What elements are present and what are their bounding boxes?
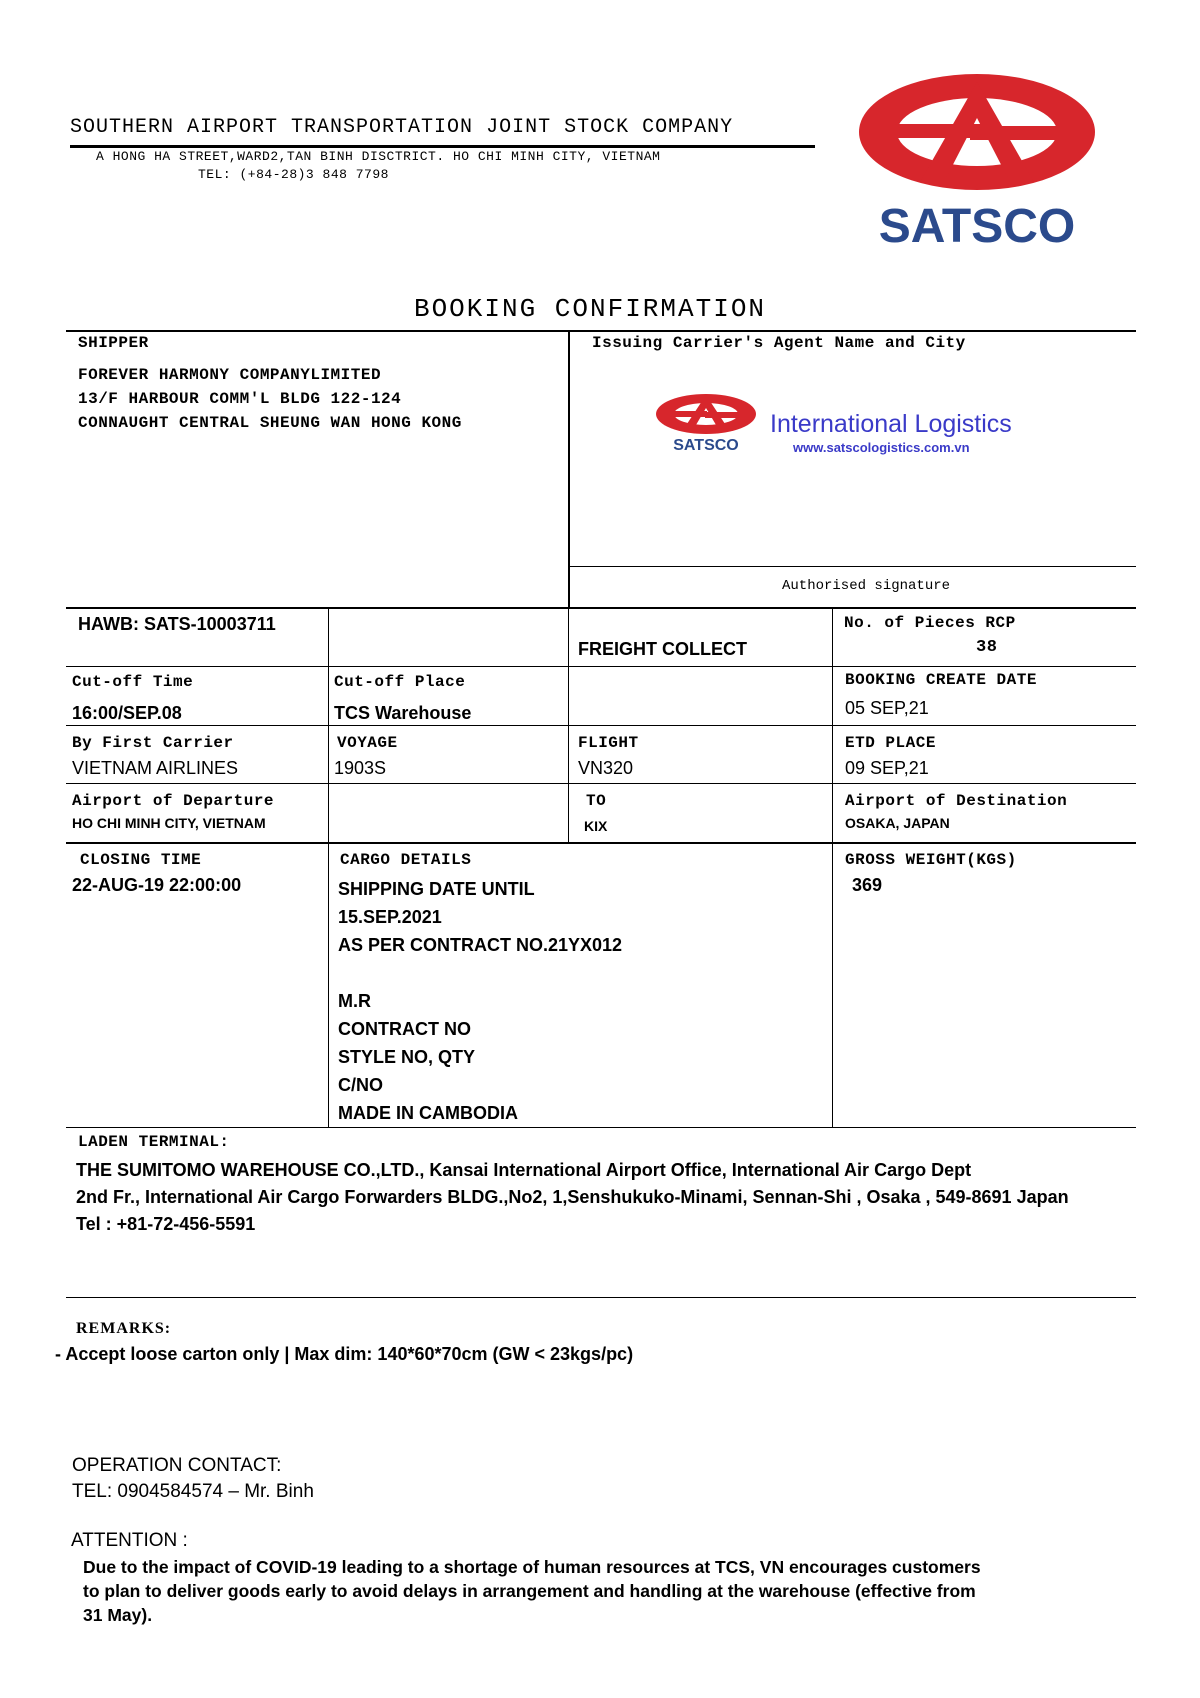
rule-row2 [66, 666, 1136, 667]
intl-logistics-url: www.satscologistics.com.vn [793, 440, 970, 455]
header-rule [70, 145, 815, 148]
shipper-label: SHIPPER [78, 334, 149, 352]
voyage-value: 1903S [334, 758, 387, 778]
logo-wordmark: SATSCO [878, 200, 1076, 253]
rule-row1 [66, 607, 1136, 609]
cargo-line: SHIPPING DATE UNTIL [338, 879, 535, 899]
gross-weight-label: GROSS WEIGHT(KGS) [845, 851, 1017, 869]
shipper-line: 13/F HARBOUR COMM'L BLDG 122-124 [78, 390, 402, 408]
operation-contact-tel: TEL: 0904584574 – Mr. Binh [72, 1481, 314, 1502]
cargo-line: STYLE NO, QTY [338, 1047, 476, 1067]
flight-label: FLIGHT [578, 734, 639, 752]
rule-row4 [66, 783, 1136, 784]
to-label: TO [586, 792, 607, 810]
closing-time-label: CLOSING TIME [80, 851, 202, 869]
departure-value: HO CHI MINH CITY, VIETNAM [72, 815, 266, 831]
agent-label: Issuing Carrier's Agent Name and City [592, 334, 966, 352]
booking-date-label: BOOKING CREATE DATE [845, 671, 1037, 689]
pieces-value: 38 [976, 638, 998, 657]
intl-logistics-title: International Logistics [770, 410, 1012, 438]
flight-value: VN320 [578, 758, 634, 778]
signature-label: Authorised signature [782, 578, 951, 594]
laden-line: THE SUMITOMO WAREHOUSE CO.,LTD., Kansai International Airport Office, International Air Cargo Dept [76, 1160, 972, 1180]
document-title: BOOKING CONFIRMATION [413, 294, 767, 324]
etd-place-value: 09 SEP,21 [845, 758, 929, 778]
shipper-line: FOREVER HARMONY COMPANYLIMITED [78, 366, 382, 384]
cargo-line: 15.SEP.2021 [338, 907, 442, 927]
cutoff-place-label: Cut-off Place [334, 673, 466, 691]
company-address: A HONG HA STREET,WARD2,TAN BINH DISCTRICT. HO CHI MINH CITY, VIETNAM [96, 149, 661, 164]
departure-label: Airport of Departure [72, 792, 275, 810]
cargo-line: C/NO [338, 1075, 383, 1095]
attention-body: Due to the impact of COVID-19 leading to a shortage of human resources at TCS, VN encourages customers to plan to deliver goods early to avoid delays in arrangement and handling at the warehouse (effective from 31 May). [83, 1557, 981, 1625]
freight-terms: FREIGHT COLLECT [578, 639, 747, 659]
cargo-line: AS PER CONTRACT NO.21YX012 [338, 935, 623, 955]
rule-signature [569, 566, 1136, 567]
first-carrier-label: By First Carrier [72, 734, 234, 752]
laden-terminal [76, 1158, 1136, 1239]
satsco-small-logo [653, 392, 759, 454]
rule-row3 [66, 725, 1136, 726]
gross-weight-value: 369 [852, 875, 883, 895]
closing-time-value: 22-AUG-19 22:00:00 [72, 875, 242, 895]
hawb-number: HAWB: SATS-10003711 [78, 614, 276, 634]
to-value: KIX [584, 818, 608, 834]
destination-value: OSAKA, JAPAN [845, 815, 950, 831]
small-logo-wordmark: SATSCO [673, 437, 739, 454]
laden-line: Tel : +81-72-456-5591 [76, 1214, 256, 1234]
cargo-details [338, 875, 622, 1127]
rule-col3 [832, 607, 833, 1127]
cargo-line: CONTRACT NO [338, 1019, 471, 1039]
remarks-text: - Accept loose carton only | Max dim: 140*60*70cm (GW < 23kgs/pc) [55, 1344, 634, 1364]
cutoff-time-label: Cut-off Time [72, 673, 194, 691]
laden-terminal-label: LADEN TERMINAL: [78, 1133, 230, 1151]
rule-col2 [568, 607, 569, 842]
voyage-label: VOYAGE [337, 734, 398, 752]
cargo-line [338, 959, 622, 987]
rule-col1 [328, 607, 329, 1127]
company-name: SOUTHERN AIRPORT TRANSPORTATION JOINT STOCK COMPANY [70, 116, 734, 139]
rule-laden-bottom [66, 1297, 1136, 1298]
cargo-details-label: CARGO DETAILS [340, 851, 472, 869]
remarks-label: REMARKS: [76, 1320, 172, 1337]
company-tel: TEL: (+84-28)3 848 7798 [198, 167, 389, 182]
satsco-logo [852, 70, 1102, 260]
operation-contact-heading: OPERATION CONTACT: [72, 1455, 282, 1476]
cargo-line: MADE IN CAMBODIA [338, 1103, 518, 1123]
cutoff-place-value: TCS Warehouse [334, 703, 472, 723]
destination-label: Airport of Destination [845, 792, 1068, 810]
pieces-label: No. of Pieces RCP [844, 614, 1016, 632]
etd-place-label: ETD PLACE [845, 734, 936, 752]
shipper-address [78, 363, 462, 435]
first-carrier-value: VIETNAM AIRLINES [72, 758, 239, 778]
cutoff-time-value: 16:00/SEP.08 [72, 703, 182, 723]
attention-heading: ATTENTION : [71, 1530, 188, 1551]
booking-date-value: 05 SEP,21 [845, 698, 929, 718]
rule-cargo-bottom [66, 1127, 1136, 1128]
rule-top [66, 330, 1136, 332]
rule-row5 [66, 842, 1136, 844]
shipper-line: CONNAUGHT CENTRAL SHEUNG WAN HONG KONG [78, 414, 462, 432]
laden-line: 2nd Fr., International Air Cargo Forwarders BLDG.,No2, 1,Senshukuko-Minami, Sennan-Shi , Osaka , 549-8691 Japan [76, 1187, 1069, 1207]
cargo-line: M.R [338, 991, 371, 1011]
